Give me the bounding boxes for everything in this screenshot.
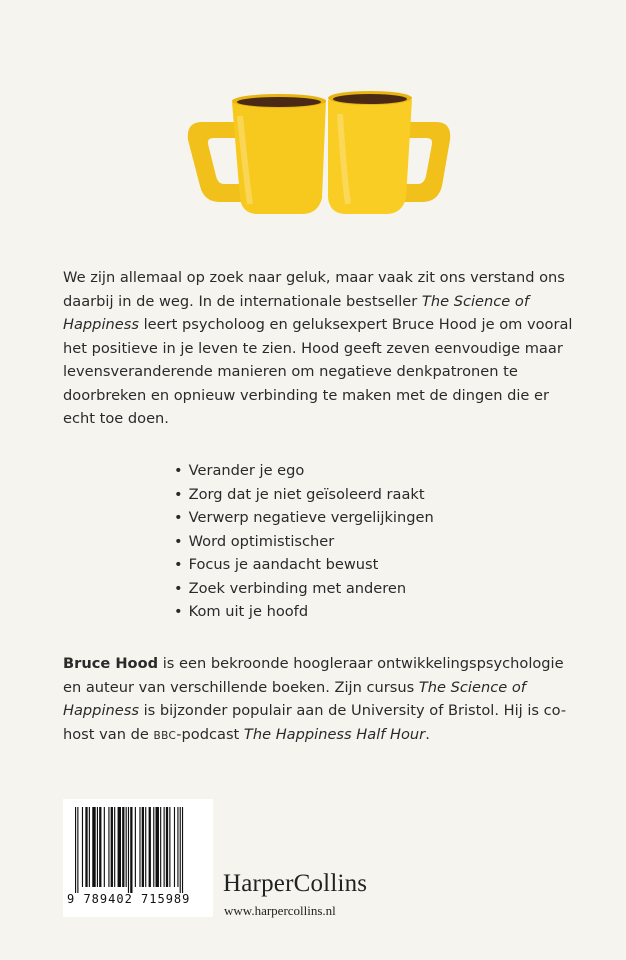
barcode-bar (75, 807, 76, 893)
barcode-bar (180, 807, 181, 893)
barcode (63, 799, 213, 917)
barcode-bar (85, 807, 87, 887)
barcode-bar (135, 807, 136, 887)
barcode-bar (177, 807, 178, 887)
barcode-bar (128, 807, 129, 893)
publisher-logo: HarperCollins (223, 870, 368, 897)
barcode-bar (142, 807, 144, 887)
list-item: • Verander je ego (174, 459, 434, 483)
barcode-bar (82, 807, 83, 887)
book-title: The Science of Happiness (63, 292, 529, 333)
barcode-bar (166, 807, 168, 887)
author-bio: Bruce Hood is een bekroonde hoogleraar ontwikkelingspsychologie en auteur van verschillende boeken. Zijn cursus The Science of Happiness is bijzonder populair aan de University of Bristol. Hij is co-host van de BBC-podcast The Happiness Half Hour. (63, 655, 567, 743)
barcode-bar (114, 807, 115, 887)
barcode-bar (77, 807, 78, 893)
barcode-bar (111, 807, 113, 887)
barcode-bar (108, 807, 109, 887)
barcode-bar (145, 807, 146, 887)
yellow-mugs-image (180, 86, 460, 226)
barcode-bar (130, 807, 132, 893)
publisher-url[interactable]: www.harpercollins.nl (224, 903, 336, 918)
barcode-bar (89, 807, 90, 887)
barcode-bar (153, 807, 154, 887)
list-item: • Zoek verbinding met anderen (174, 577, 434, 601)
barcode-bar (122, 807, 124, 887)
list-item: • Kom uit je hoofd (174, 600, 434, 624)
barcode-bar (139, 807, 140, 887)
isbn-number: 9 789402 715989 (67, 892, 191, 906)
barcode-bar (118, 807, 121, 887)
barcode-bar (169, 807, 170, 887)
barcode-bar (97, 807, 98, 887)
barcode-bar (149, 807, 151, 887)
tips-list (174, 459, 434, 624)
barcode-bar (104, 807, 105, 887)
barcode-bars (73, 807, 203, 893)
barcode-bar (174, 807, 175, 887)
barcode-bar (126, 807, 127, 887)
book-description: We zijn allemaal op zoek naar geluk, maar vaak zit ons verstand ons daarbij in de weg. In de internationale bestseller The Science of Happiness leert psycholoog en geluksexpert Bruce Hood je om vooral het positieve in je leven te zien. Hood geeft zeven eenvoudige maar levensveranderende manieren om negatieve denkpatronen te doorbreken en opnieuw verbinding te maken met de dingen die er echt toe doen. (63, 269, 573, 427)
list-item: • Zorg dat je niet geïsoleerd raakt (174, 483, 434, 507)
barcode-bar (182, 807, 183, 893)
list-item: • Focus je aandacht bewust (174, 553, 434, 577)
barcode-bar (99, 807, 101, 887)
list-item: • Word optimistischer (174, 530, 434, 554)
barcode-bar (164, 807, 165, 887)
barcode-bar (92, 807, 95, 887)
barcode-bar (156, 807, 159, 887)
author-name: Bruce Hood (63, 655, 159, 672)
barcode-bar (160, 807, 161, 887)
list-item: • Verwerp negatieve vergelijkingen (174, 506, 434, 530)
